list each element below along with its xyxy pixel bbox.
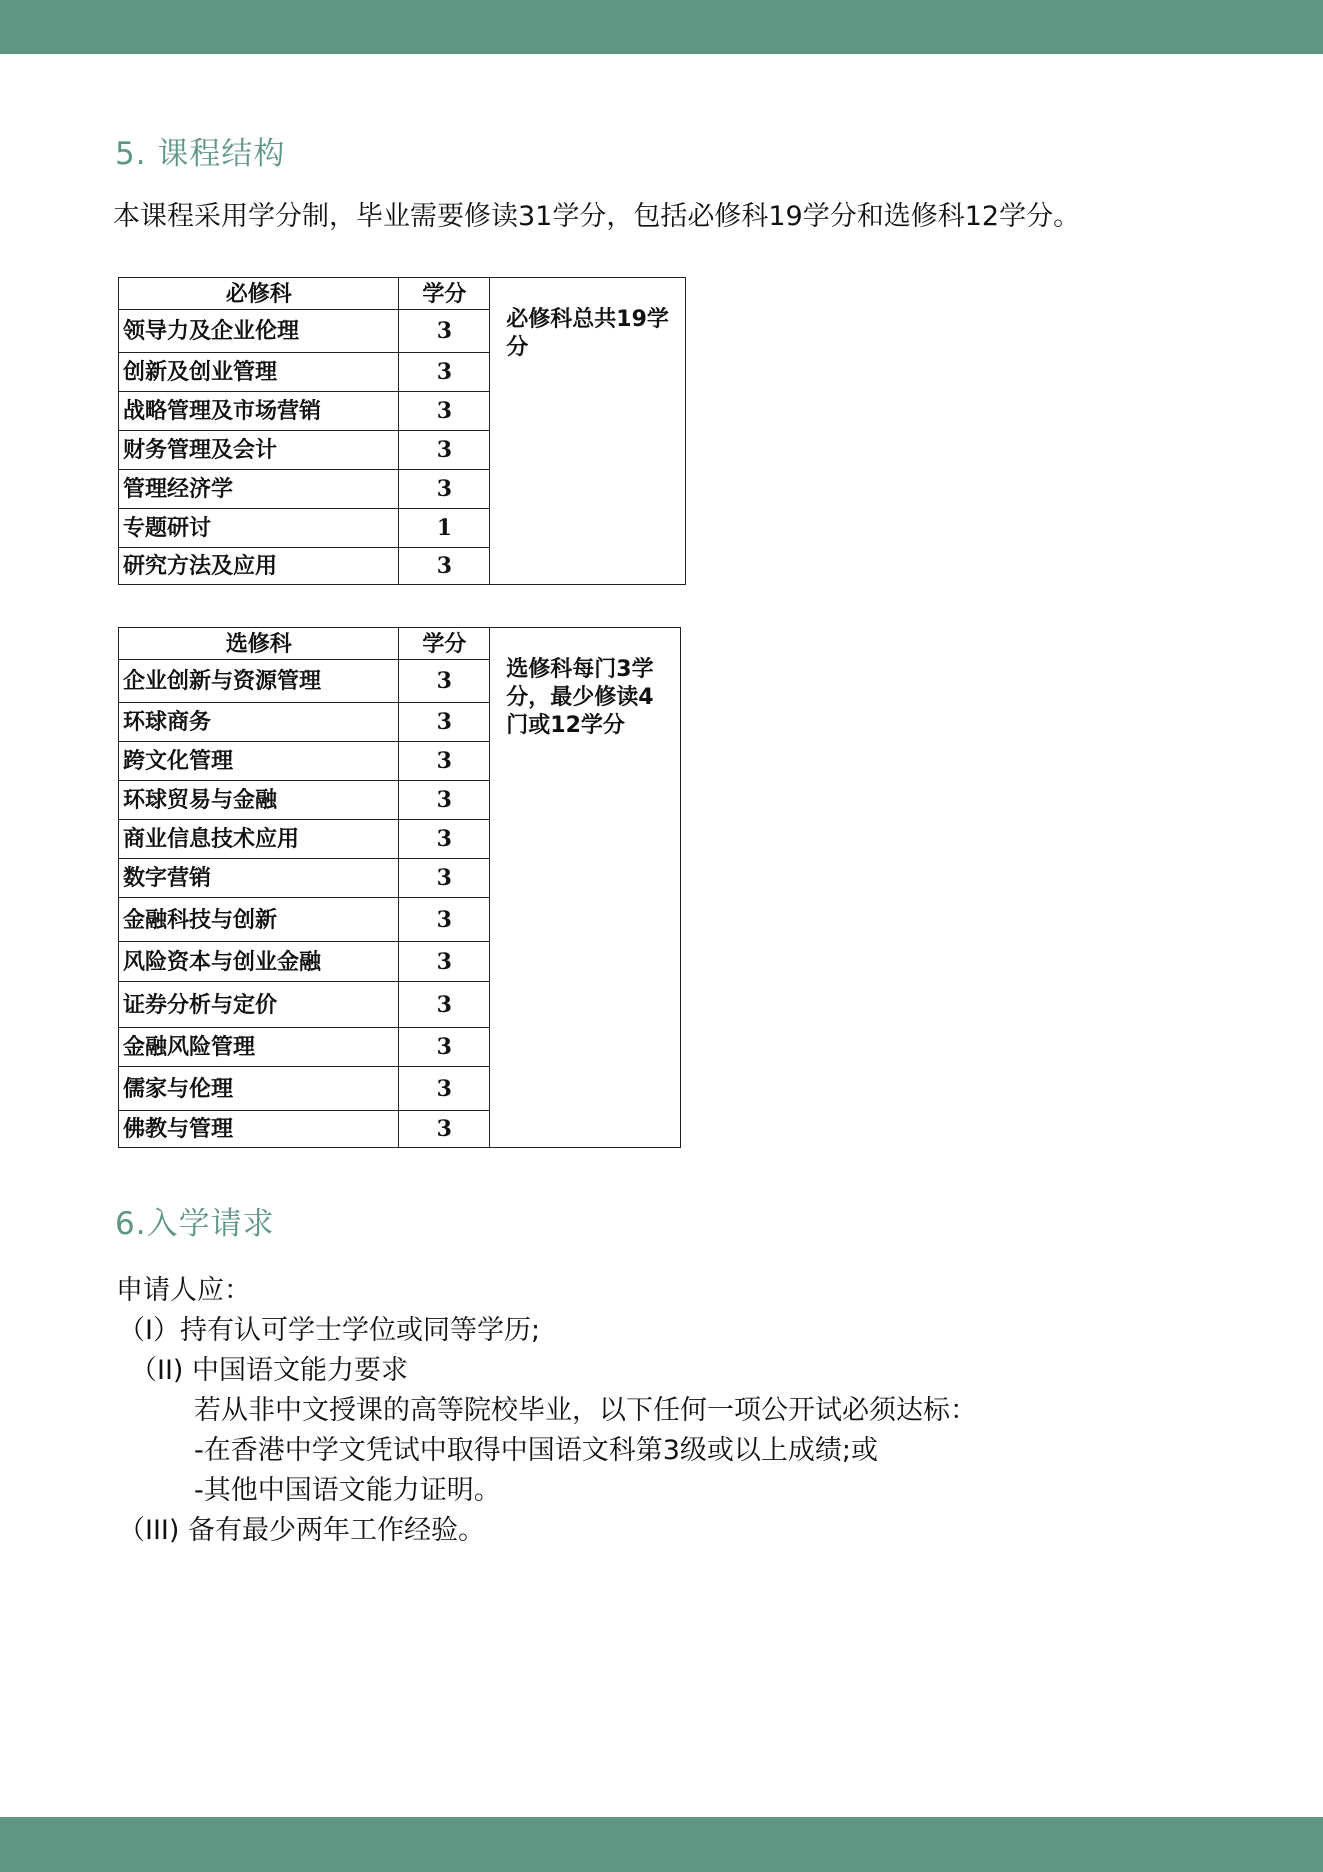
table-row: 专题研讨 1 — [119, 509, 686, 548]
bottom-color-band — [0, 1817, 1323, 1872]
table-row: 证券分析与定价 3 — [119, 982, 681, 1028]
column-header-course: 选修科 — [119, 628, 399, 660]
table-row: 战略管理及市场营销 3 — [119, 392, 686, 431]
table-row: 研究方法及应用 3 — [119, 548, 686, 585]
requirement-item-2-option-a: -在香港中学文凭试中取得中国语文科第3级或以上成绩;或 — [194, 1435, 879, 1466]
table-row: 风险资本与创业金融 3 — [119, 942, 681, 982]
section-heading-admission: 6.入学请求 — [115, 1206, 275, 1242]
table-row: 商业信息技术应用 3 — [119, 820, 681, 859]
table-row: 管理经济学 3 — [119, 470, 686, 509]
table-row: 跨文化管理 3 — [119, 742, 681, 781]
requirement-item-2: （II) 中国语文能力要求 — [130, 1355, 409, 1386]
column-header-credit: 学分 — [399, 278, 490, 310]
top-color-band — [0, 0, 1323, 54]
column-header-credit: 学分 — [399, 628, 490, 660]
elective-courses-table — [118, 627, 681, 1148]
applicant-lead: 申请人应： — [116, 1275, 251, 1306]
required-courses-table — [118, 277, 686, 585]
table-header-row — [119, 278, 686, 310]
table-row: 企业创新与资源管理 3 — [119, 660, 681, 703]
section-heading-course-structure: 5. 课程结构 — [115, 136, 286, 172]
requirement-item-2-detail: 若从非中文授课的高等院校毕业，以下任何一项公开试必须达标： — [194, 1395, 977, 1426]
required-total-note: 必修科总共19学分 — [490, 278, 686, 585]
table-row: 环球商务 3 — [119, 703, 681, 742]
table-row: 财务管理及会计 3 — [119, 431, 686, 470]
requirement-item-2-option-b: -其他中国语文能力证明。 — [194, 1475, 501, 1506]
requirement-item-1: （I）持有认可学士学位或同等学历; — [118, 1315, 541, 1346]
table-row: 儒家与伦理 3 — [119, 1067, 681, 1111]
table-row: 佛教与管理 3 — [119, 1111, 681, 1148]
table-header-row — [119, 628, 681, 660]
table-row: 数字营销 3 — [119, 859, 681, 898]
table-row: 环球贸易与金融 3 — [119, 781, 681, 820]
course-structure-intro: 本课程采用学分制，毕业需要修读31学分，包括必修科19学分和选修科12学分。 — [113, 201, 1081, 232]
table-row: 金融风险管理 3 — [119, 1028, 681, 1067]
column-header-course: 必修科 — [119, 278, 399, 310]
requirement-item-3: （III) 备有最少两年工作经验。 — [118, 1515, 486, 1546]
table-row: 金融科技与创新 3 — [119, 898, 681, 942]
elective-requirement-note: 选修科每门3学分，最少修读4门或12学分 — [490, 628, 681, 1148]
table-row: 领导力及企业伦理 3 — [119, 310, 686, 353]
table-row: 创新及创业管理 3 — [119, 353, 686, 392]
